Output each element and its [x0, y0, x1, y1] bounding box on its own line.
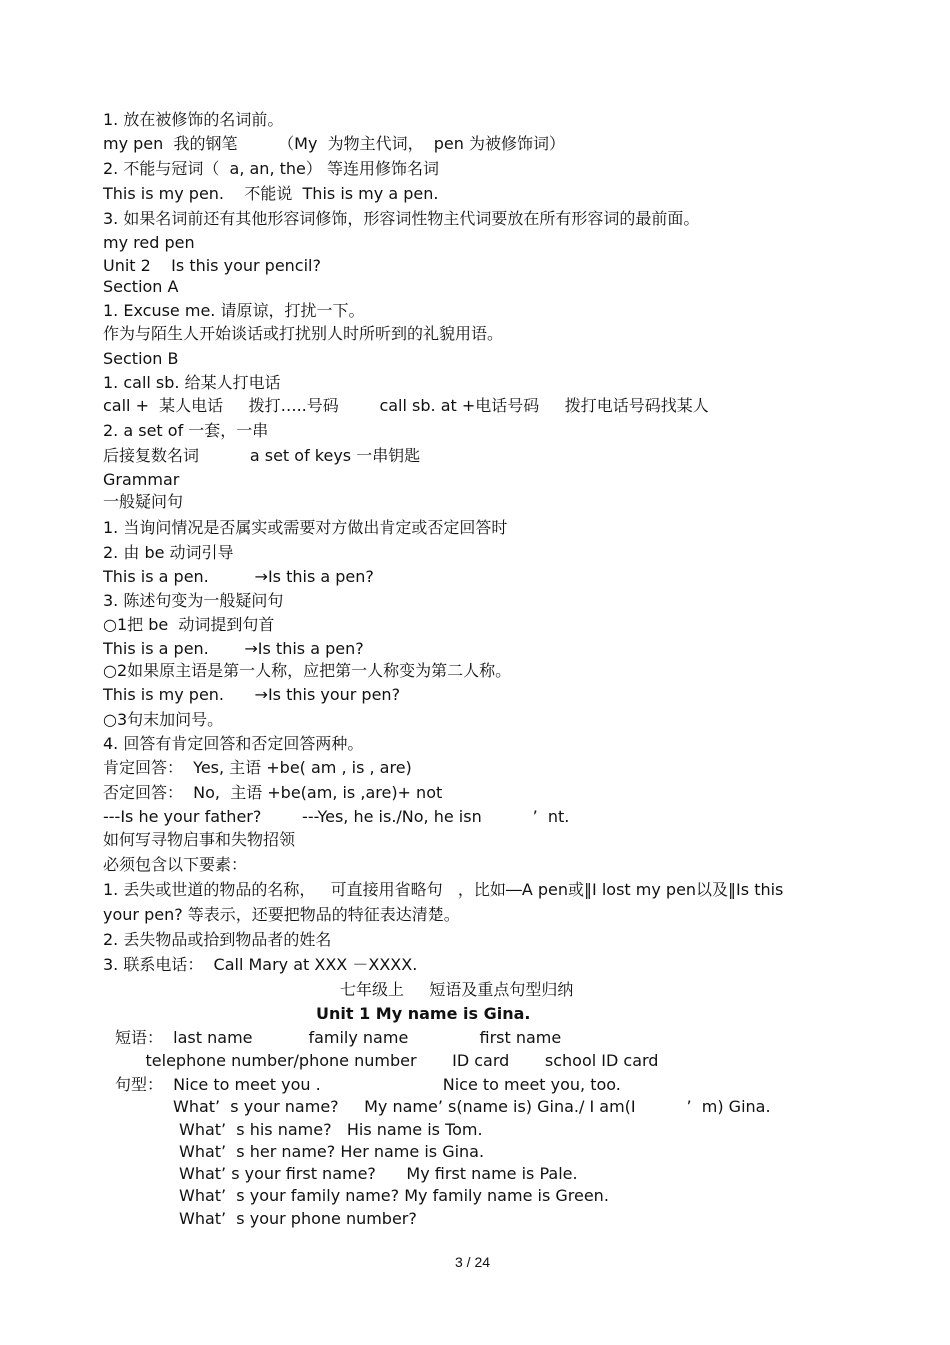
text-line: Unit 2 Is this your pencil? — [103, 256, 321, 275]
sentence-line: What’ s your phone number? — [179, 1209, 417, 1228]
text-line: 1. 丢失或世道的物品的名称， 可直接用省略句 ，比如―A pen或‖I lost my pen以及‖Is this — [103, 880, 784, 899]
text-line: This is my pen. →Is this your pen? — [103, 685, 401, 704]
text-line: Section B — [103, 349, 179, 368]
text-line: 3. 如果名词前还有其他形容词修饰，形容词性物主代词要放在所有形容词的最前面。 — [103, 209, 700, 228]
sentence-line: What’ s his name? His name is Tom. — [179, 1120, 483, 1139]
text-line: 如何写寻物启事和失物招领 — [103, 830, 296, 849]
text-line: 一般疑问句 — [103, 492, 184, 511]
text-line: 2. 丢失物品或拾到物品者的姓名 — [103, 930, 332, 949]
sentence-line: What’ s her name? Her name is Gina. — [179, 1142, 485, 1161]
text-line: 2. 不能与冠词（ a, an, the） 等连用修饰名词 — [103, 159, 439, 178]
text-line: your pen? 等表示，还要把物品的特征表达清楚。 — [103, 905, 460, 924]
text-line: 1. 当询问情况是否属实或需要对方做出肯定或否定回答时 — [103, 518, 508, 537]
text-line: ○2如果原主语是第一人称，应把第一人称变为第二人称。 — [103, 661, 512, 680]
text-line: 肯定回答： Yes, 主语 +be( am , is , are) — [103, 758, 412, 777]
text-line: 4. 回答有肯定回答和否定回答两种。 — [103, 734, 364, 753]
text-line: my pen 我的钢笔 （My 为物主代词， pen 为被修饰词） — [103, 134, 565, 153]
page-number: 3 / 24 — [455, 1254, 491, 1270]
text-line: 必须包含以下要素： — [103, 855, 248, 874]
phrase-line: telephone number/phone number ID card school ID card — [115, 1051, 659, 1070]
text-line: 2. 由 be 动词引导 — [103, 543, 234, 562]
phrase-line: 短语： last name family name first name — [115, 1028, 562, 1047]
text-line: ○3句末加问号。 — [103, 710, 224, 729]
sentence-line: What’ s your family name? My family name is Green. — [179, 1186, 609, 1205]
text-line: 后接复数名词 a set of keys 一串钥匙 — [103, 446, 421, 465]
text-line: This is a pen. →Is this a pen? — [103, 639, 364, 658]
text-line: my red pen — [103, 233, 195, 252]
text-line: This is my pen. 不能说 This is my a pen. — [103, 184, 439, 203]
text-line: call + 某人电话 拨打…..号码 call sb. at +电话号码 拨打电话号码找某人 — [103, 396, 709, 415]
text-line: ---Is he your father? ---Yes, he is./No, he isn ’ nt. — [103, 807, 570, 826]
text-line: 3. 陈述句变为一般疑问句 — [103, 591, 284, 610]
text-line: 作为与陌生人开始谈话或打扰别人时所听到的礼貌用语。 — [103, 324, 504, 343]
text-line: Section A — [103, 277, 179, 296]
phrase-line: 句型： Nice to meet you . Nice to meet you, too. — [115, 1075, 621, 1094]
text-line: 否定回答： No, 主语 +be(am, is ,are)+ not — [103, 783, 443, 802]
unit-title: Unit 1 My name is Gina. — [316, 1004, 531, 1023]
sentence-line: What’ s your name? My name’ s(name is) Gina./ I am(I ’ m) Gina. — [173, 1097, 771, 1116]
text-line: 1. Excuse me. 请原谅，打扰一下。 — [103, 301, 365, 320]
text-line: 1. call sb. 给某人打电话 — [103, 373, 281, 392]
text-line: This is a pen. →Is this a pen? — [103, 567, 374, 586]
sentence-line: What’ s your first name? My first name is Pale. — [179, 1164, 578, 1183]
text-line: 3. 联系电话： Call Mary at XXX －XXXX. — [103, 955, 418, 974]
text-line: 1. 放在被修饰的名词前。 — [103, 110, 284, 129]
section-title: 七年级上 短语及重点句型归纳 — [340, 980, 574, 999]
text-line: Grammar — [103, 470, 180, 489]
text-line: ○1把 be 动词提到句首 — [103, 615, 275, 634]
text-line: 2. a set of 一套，一串 — [103, 421, 269, 440]
